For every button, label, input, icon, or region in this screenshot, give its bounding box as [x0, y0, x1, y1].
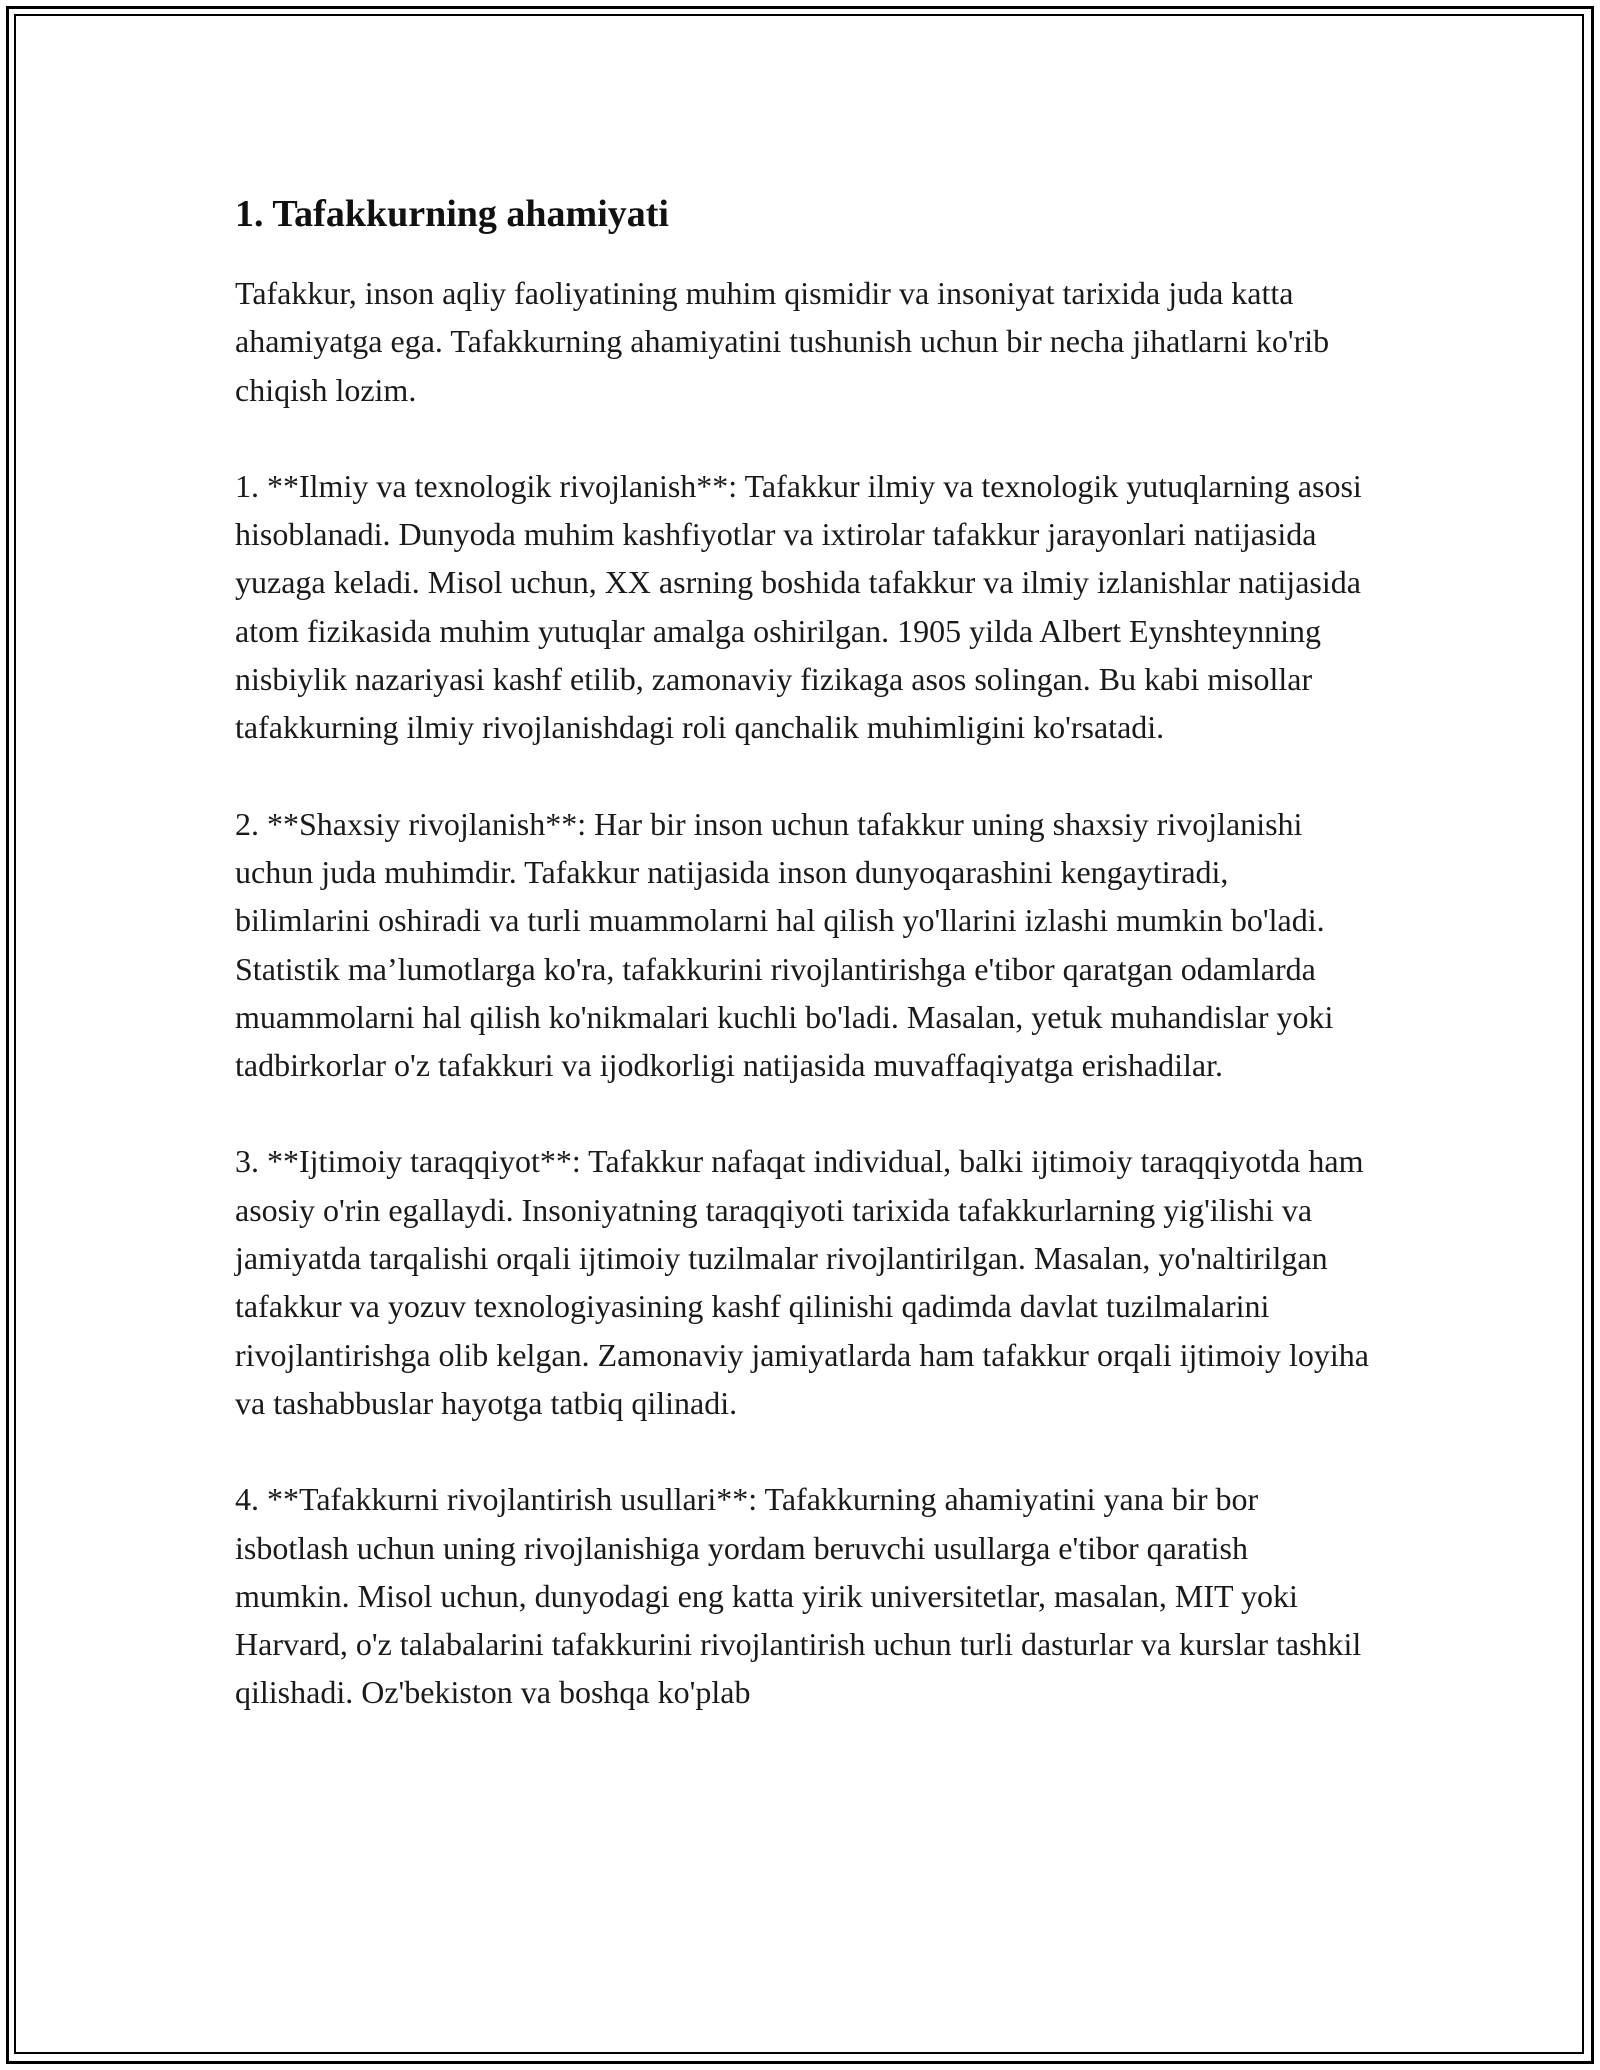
- section-heading: 1. Tafakkurning ahamiyati: [235, 193, 669, 235]
- document-body: [235, 185, 1370, 1765]
- paragraph-personal-development: 2. **Shaxsiy rivojlanish**: Har bir inson uchun tafakkur uning shaxsiy rivojlanishi uchun juda muhimdir. Tafakkur natijasida inson dunyoqarashini kengaytiradi, bilimlarini oshiradi va turli muammolarni hal qilish yo'llarini izlashi mumkin bo'ladi. Statistik ma’lumotlarga ko'ra, tafakkurini rivojlantirishga e'tibor qaratgan odamlarda muammolarni hal qilish ko'nikmalari kuchli bo'ladi. Masalan, yetuk muhandislar yoki tadbirkorlar o'z tafakkuri va ijodkorligi natijasida muvaffaqiyatga erishadilar.: [235, 805, 1334, 1084]
- intro-paragraph: Tafakkur, inson aqliy faoliyatining muhim qismidir va insoniyat tarixida juda katta ahamiyatga ega. Tafakkurning ahamiyatini tushunish uchun bir necha jihatlarni ko'rib chiqish lozim.: [235, 275, 1330, 408]
- paragraph-social-progress: 3. **Ijtimoiy taraqqiyot**: Tafakkur nafaqat individual, balki ijtimoiy taraqqiyotda ham asosiy o'rin egallaydi. Insoniyatning taraqqiyoti tarixida tafakkurlarning yig'ilishi va jamiyatda tarqalishi orqali ijtimoiy tuzilmalar rivojlantirilgan. Masalan, yo'naltirilgan tafakkur va yozuv texnologiyasining kashf qilinishi qadimda davlat tuzilmalarini rivojlantirishga olib kelgan. Zamonaviy jamiyatlarda ham tafakkur orqali ijtimoiy loyiha va tashabbuslar hayotga tatbiq qilinadi.: [235, 1143, 1369, 1421]
- paragraph-development-methods: 4. **Tafakkurni rivojlantirish usullari**: Tafakkurning ahamiyatini yana bir bor isbotlash uchun uning rivojlanishiga yordam beruvchi usullarga e'tibor qaratish mumkin. Misol uchun, dunyodagi eng katta yirik universitetlar, masalan, MIT yoki Harvard, o'z talabalarini tafakkurini rivojlantirish uchun turli dasturlar va kurslar tashkil qilishadi. Oz'bekiston va boshqa ko'plab: [235, 1481, 1362, 1711]
- paragraph-scientific-development: 1. **Ilmiy va texnologik rivojlanish**: Tafakkur ilmiy va texnologik yutuqlarning asosi hisoblanadi. Dunyoda muhim kashfiyotlar va ixtirolar tafakkur jarayonlari natijasida yuzaga keladi. Misol uchun, XX asrning boshida tafakkur va ilmiy izlanishlar natijasida atom fizikasida muhim yutuqlar amalga oshirilgan. 1905 yilda Albert Eynshteynning nisbiylik nazariyasi kashf etilib, zamonaviy fizikaga asos solingan. Bu kabi misollar tafakkurning ilmiy rivojlanishdagi roli qanchalik muhimligini ko'rsatadi.: [235, 467, 1362, 746]
